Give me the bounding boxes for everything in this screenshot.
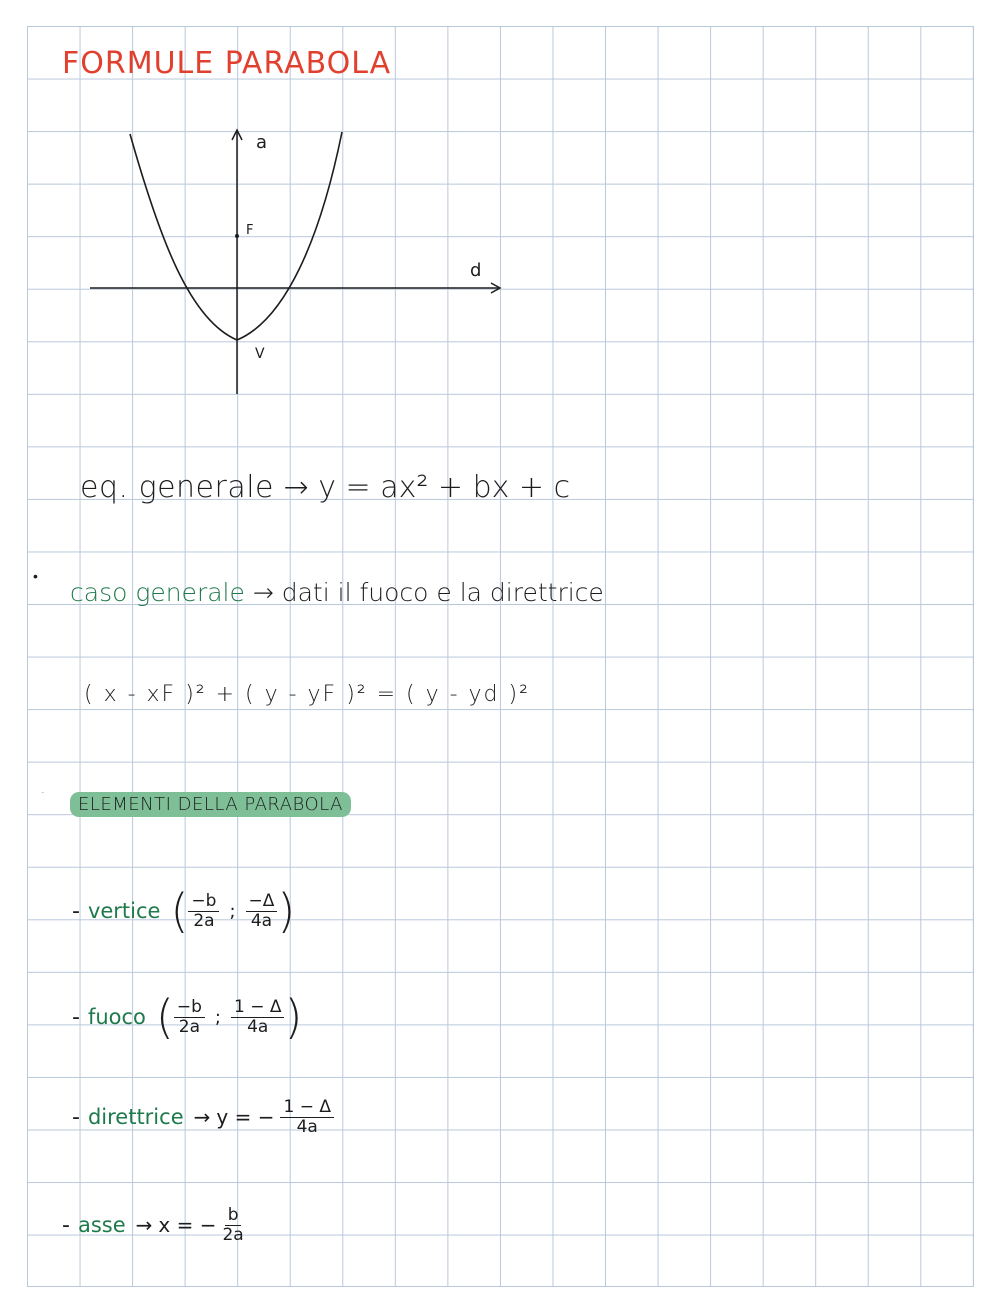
- denominator: 2a: [193, 910, 215, 931]
- close-paren: ): [277, 884, 296, 938]
- page-title: FORMULE PARABOLA: [62, 46, 392, 81]
- directrix-formula: [72, 1098, 334, 1136]
- focus-label-text: fuoco: [87, 1005, 146, 1029]
- general-equation: [80, 470, 570, 505]
- open-paren: (: [155, 990, 174, 1044]
- axis-fraction: [222, 1206, 243, 1244]
- denominator: 2a: [178, 1016, 200, 1037]
- dash: -: [72, 898, 80, 924]
- separator: ;: [214, 1006, 221, 1028]
- vertex-x-fraction: [188, 892, 219, 930]
- vertex-label-text: vertice: [87, 899, 161, 923]
- focus-label: F: [246, 223, 254, 238]
- numerator: 1 − Δ: [231, 998, 285, 1018]
- open-paren: (: [170, 884, 189, 938]
- numerator: b: [225, 1206, 242, 1226]
- general-case-label: caso generale: [70, 578, 245, 607]
- directrix-label-text: direttrice: [87, 1105, 184, 1130]
- denominator: 4a: [250, 910, 273, 931]
- general-case-arrow: →: [252, 578, 274, 607]
- focus-formula: [72, 990, 303, 1044]
- axis-formula: [62, 1206, 244, 1244]
- dash: -: [72, 1004, 80, 1030]
- axis-lhs: x = −: [158, 1213, 217, 1238]
- general-case-description: dati il fuoco e la direttrice: [281, 578, 604, 607]
- focus-y-fraction: [231, 998, 285, 1036]
- x-axis-label: d: [470, 260, 482, 281]
- general-case-formula: ( x - xF )² + ( y - yF )² = ( y - yd )²: [84, 682, 530, 707]
- focus-x-fraction: [174, 998, 205, 1036]
- arrow: →: [193, 1105, 211, 1130]
- directrix-fraction: [280, 1098, 334, 1136]
- bullet: •: [33, 569, 38, 585]
- denominator: 4a: [247, 1016, 269, 1037]
- axis-label-text: asse: [77, 1213, 126, 1238]
- vertex-y-fraction: [246, 892, 278, 930]
- general-equation-label: eq. generale: [80, 470, 275, 505]
- general-case-line: [70, 578, 604, 607]
- numerator: −b: [188, 892, 219, 912]
- vertex-label: V: [255, 346, 265, 362]
- bullet: ·: [41, 786, 45, 800]
- parabola-graph: [80, 120, 520, 400]
- general-equation-formula: y = ax² + bx + c: [318, 470, 571, 505]
- dash: -: [72, 1104, 80, 1130]
- numerator: −b: [174, 998, 205, 1018]
- denominator: 2a: [222, 1224, 244, 1245]
- denominator: 4a: [296, 1116, 318, 1137]
- close-paren: ): [284, 990, 303, 1044]
- elements-heading: ELEMENTI DELLA PARABOLA: [70, 792, 351, 817]
- separator: ;: [229, 900, 236, 922]
- numerator: −Δ: [246, 892, 278, 912]
- directrix-lhs: y = −: [216, 1105, 275, 1130]
- dash: -: [62, 1212, 70, 1238]
- y-axis-label: a: [256, 132, 268, 153]
- focus-point: [235, 234, 239, 238]
- arrow: →: [135, 1213, 153, 1238]
- vertex-formula: [72, 884, 296, 938]
- numerator: 1 − Δ: [280, 1098, 334, 1118]
- general-equation-arrow: →: [283, 470, 309, 505]
